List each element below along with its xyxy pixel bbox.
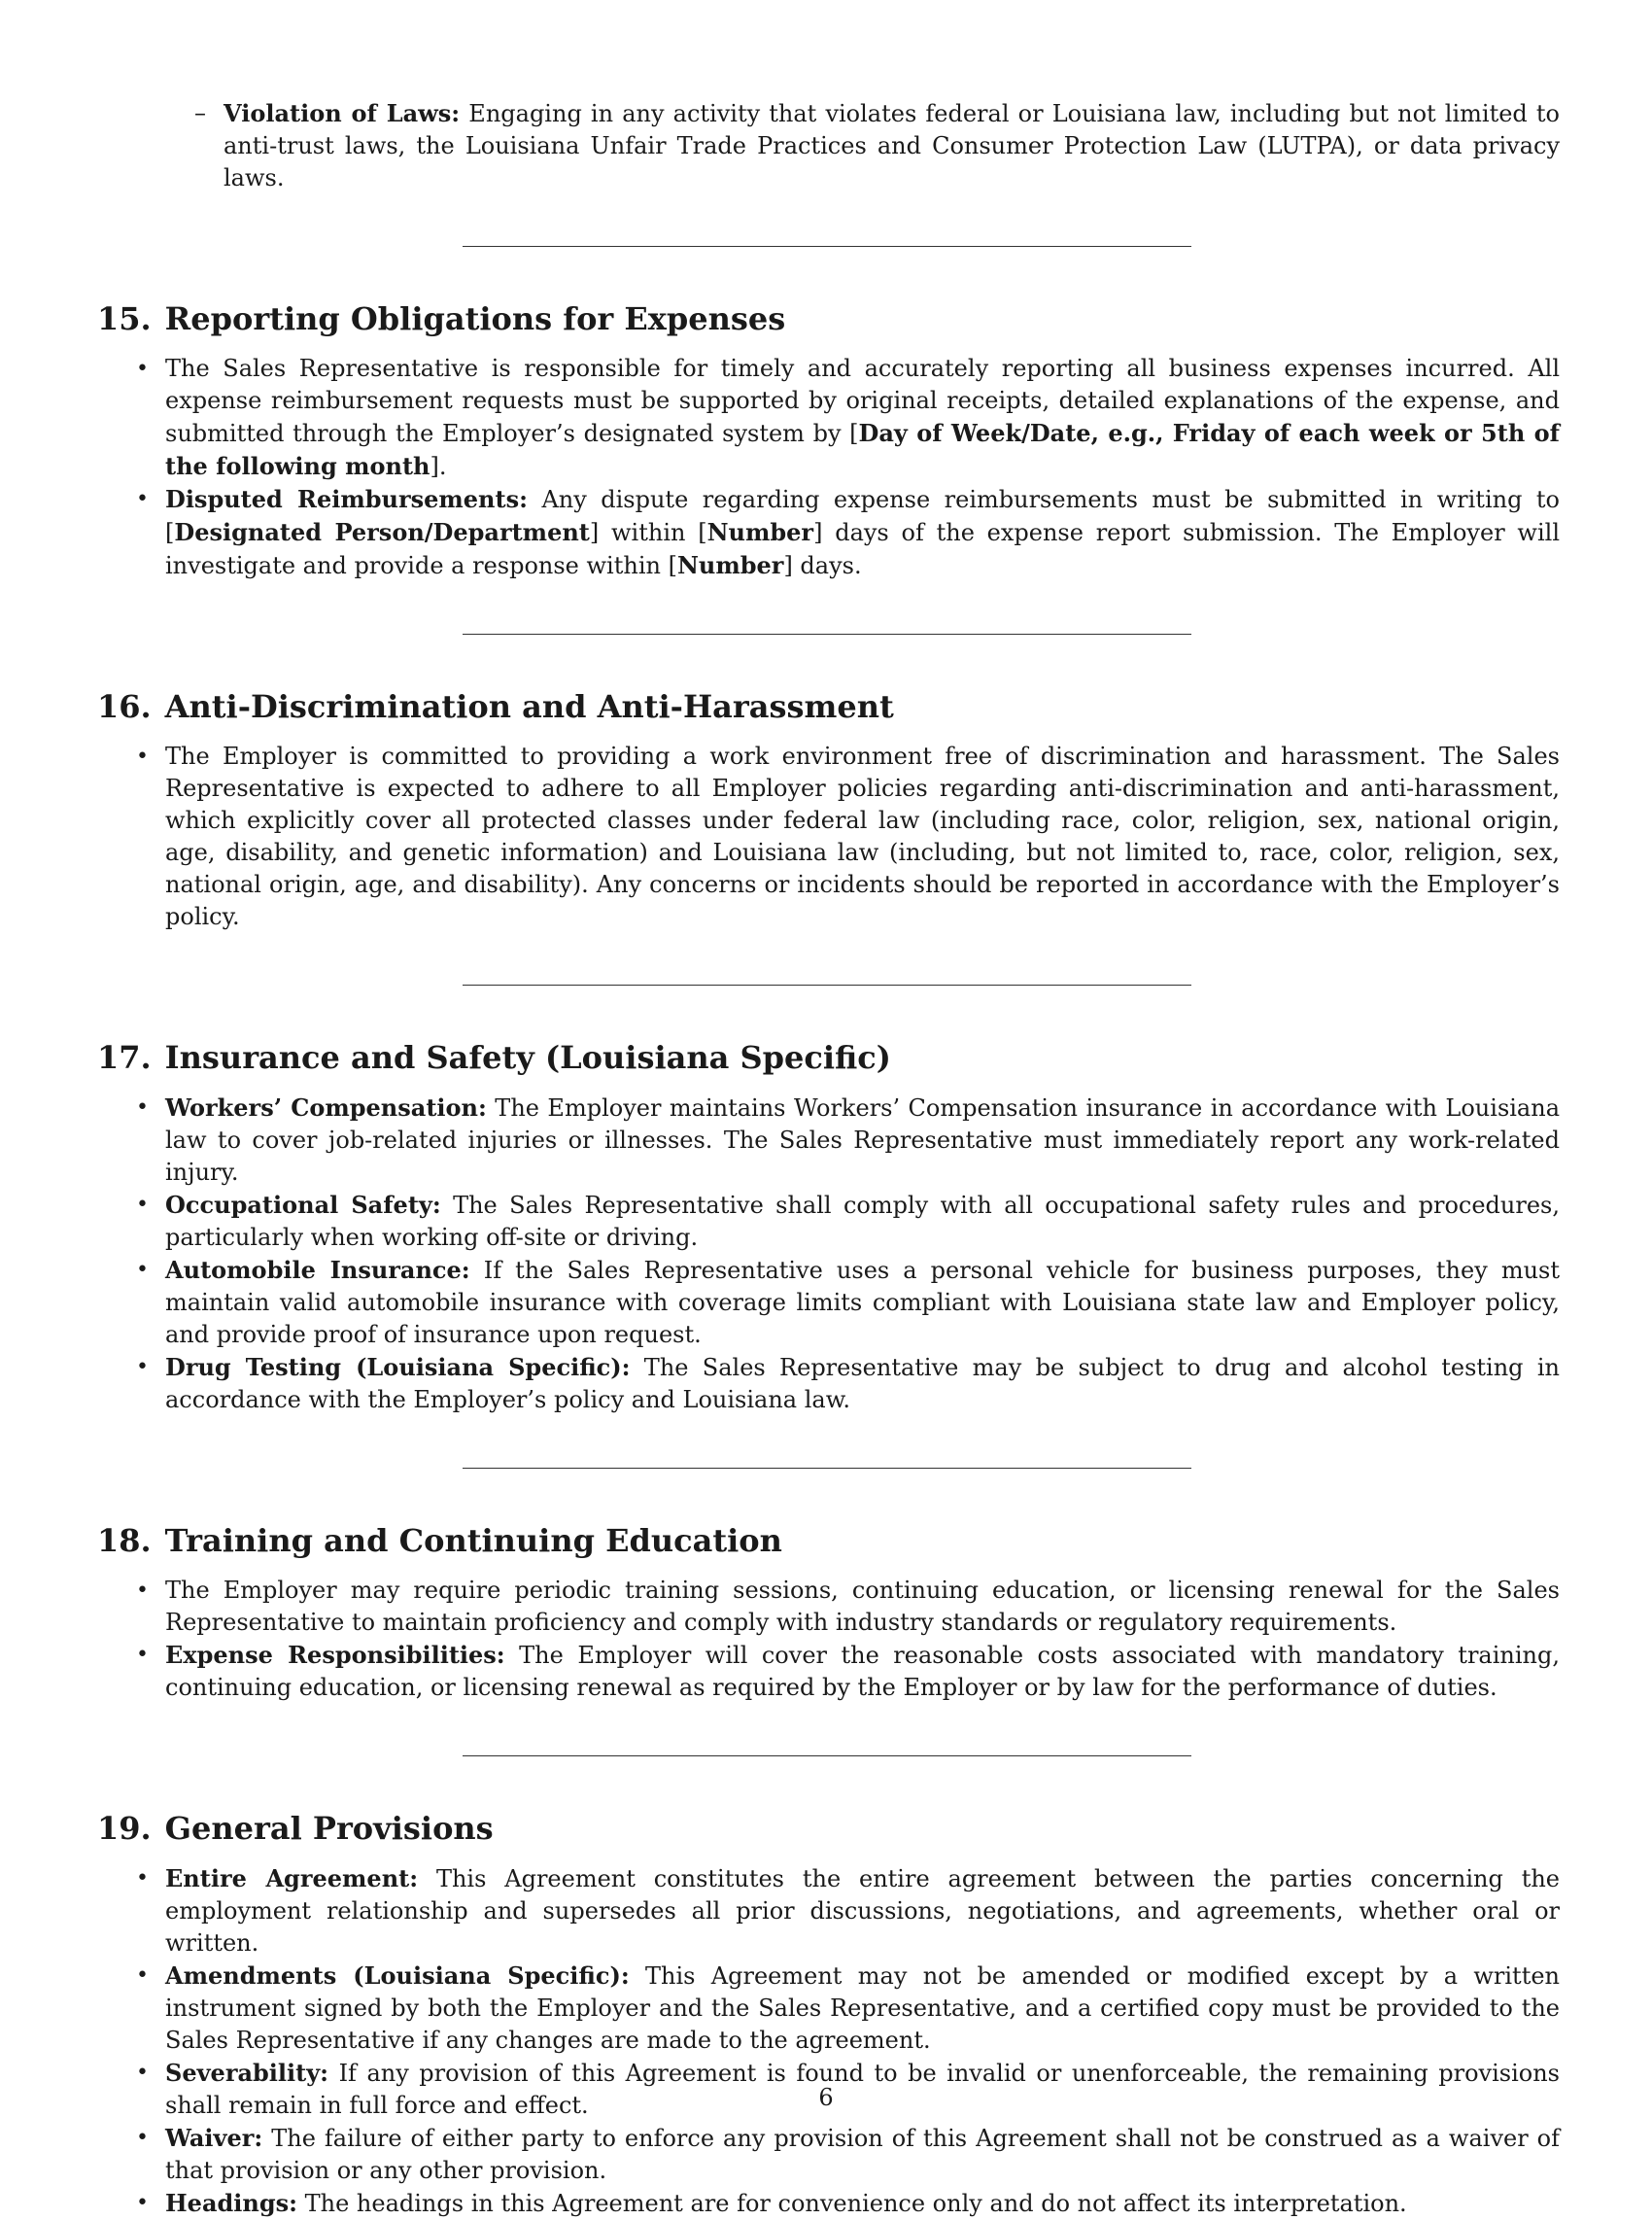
section-divider	[463, 1468, 1191, 1469]
section-15-list	[97, 353, 1560, 582]
list-item: • Drug Testing (Louisiana Specific): The Sales Representative may be subject to drug and alcohol testing in accordance with the Employer’s policy and Louisiana law.	[136, 1353, 1560, 1413]
list-item: • The Employer is committed to providing a work environment free of discrimination and harassment. The Sales Representative is expected to adhere to all Employer policies regarding anti-discrimination and anti-harassment, which explicitly cover all protected classes under federal law (including race, color, religion, sex, national origin, age, disability, and genetic information) and Louisiana law (including, but not limited to, race, color, religion, sex, national origin, age, and disability). Any concerns or incidents should be reported in accordance with the Employer’s policy.	[136, 743, 1560, 930]
section-19-list	[97, 1862, 1560, 2220]
list-item: • Occupational Safety: The Sales Representative shall comply with all occupational safety rules and procedures, particularly when working off-site or driving.	[136, 1191, 1561, 1251]
section-16-heading: 16. Anti-Discrimination and Anti-Harassment	[97, 688, 894, 725]
section-18-list	[97, 1575, 1560, 1704]
section-15-heading: 15. Reporting Obligations for Expenses	[97, 300, 786, 337]
section-divider	[463, 246, 1191, 247]
section-17-list	[97, 1092, 1560, 1416]
list-item: • Entire Agreement: This Agreement constitutes the entire agreement between the parties concerning the employment relationship and supersedes all prior discussions, negotiations, and agreements, whether oral or written.	[136, 1864, 1561, 1957]
violation-of-laws-item	[194, 97, 1561, 194]
section-17-heading: 17. Insurance and Safety (Louisiana Specific)	[97, 1039, 891, 1076]
list-item: • Workers’ Compensation: The Employer maintains Workers’ Compensation insurance in accordance with Louisiana law to cover job-related injuries or illnesses. The Sales Representative must immediately report any work-related injury.	[136, 1093, 1561, 1186]
list-item: • Severability: If any provision of this Agreement is found to be invalid or unenforceable, the remaining provisions shall remain in full force and effect.	[136, 2059, 1560, 2119]
list-item: • Expense Responsibilities: The Employer will cover the reasonable costs associated with mandatory training, continuing education, or licensing renewal as required by the Employer or by law for the performance of duties.	[136, 1641, 1560, 1701]
section-19-heading: 19. General Provisions	[97, 1810, 494, 1847]
item-label: Violation of Laws:	[224, 99, 461, 127]
list-item: • The Employer may require periodic training sessions, continuing education, or licensing renewal for the Sales Representative to maintain proficiency and comply with industry standards or regulatory requirements.	[136, 1577, 1560, 1636]
list-item: • Disputed Reimbursements: Any dispute regarding expense reimbursements must be submitted in writing to [Designated Person/Department] within [Number] days of the expense report submission. The Employer will investigate and provide a response within [Number] days.	[136, 485, 1560, 579]
list-item: • The Sales Representative is responsible for timely and accurately reporting all business expenses incurred. All expense reimbursement requests must be supported by original receipts, detailed explanations of the expense, and submitted through the Employer’s designated system by [Day of Week/Date, e.g., Friday of each week or 5th of the following month].	[136, 355, 1561, 480]
dash-marker: –	[194, 99, 206, 126]
list-item: • Waiver: The failure of either party to enforce any provision of this Agreement shall not be construed as a waiver of that provision or any other provision.	[136, 2124, 1560, 2184]
section-divider	[463, 985, 1191, 986]
list-item: • Automobile Insurance: If the Sales Representative uses a personal vehicle for business purposes, they must maintain valid automobile insurance with coverage limits compliant with Louisiana state law and Employer policy, and provide proof of insurance upon request.	[136, 1256, 1560, 1348]
section-16-list	[97, 741, 1560, 933]
list-item: • Headings: The headings in this Agreement are for convenience only and do not affect its interpretation.	[136, 2189, 1407, 2217]
section-divider	[463, 634, 1191, 635]
section-18-heading: 18. Training and Continuing Education	[97, 1522, 782, 1559]
page-number: 6	[818, 2084, 834, 2111]
item-text: Engaging in any activity that violates federal or Louisiana law, including but not limited to anti-trust laws, the Louisiana Unfair Trade Practices and Consumer Protection Law (LUTPA), or data privacy laws.	[224, 100, 1561, 191]
list-item: • Amendments (Louisiana Specific): This Agreement may not be amended or modified except by a written instrument signed by both the Employer and the Sales Representative, and a certified copy must be provided to the Sales Representative if any changes are made to the agreement.	[136, 1961, 1561, 2054]
section-divider	[463, 1755, 1191, 1756]
document-page	[97, 97, 1560, 2220]
